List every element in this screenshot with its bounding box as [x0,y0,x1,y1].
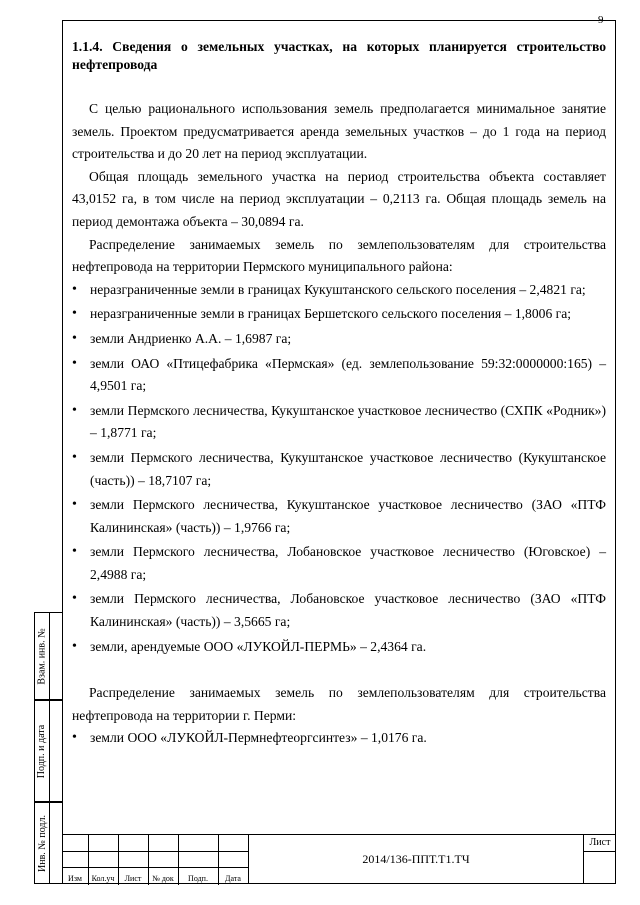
land-users-list-district [72,279,606,659]
title-block [62,834,616,884]
column-label-change: Изм [68,874,82,883]
list-item: • земли Пермского лесничества, Кукуштанское участковое лесничество (ЗАО «ПТФ Калининская» (часть)) – 1,9766 га; [72,494,606,539]
column-label-signature: Подп. [188,874,208,883]
list-item: • неразграниченные земли в границах Кукуштанского сельского поселения – 2,4821 га; [72,279,606,302]
list-item: • земли Пермского лесничества, Лобановское участковое лесничество (Юговское) – 2,4988 га; [72,541,606,586]
column-label-date: Дата [225,874,241,883]
side-stamp-replacement [34,612,62,700]
list-item: • земли Пермского лесничества, Кукуштанское участковое лесничество (СХПК «Родник») – 1,8771 га; [72,400,606,445]
list-item: • земли ОАО «Птицефабрика «Пермская» (ед. землепользование 59:32:0000000:165) – 4,9501 га; [72,353,606,398]
land-users-list-perm [72,727,606,750]
side-label-signature-date: Подп. и дата [36,724,48,778]
list-item: • земли ООО «ЛУКОЙЛ-Пермнефтеоргсинтез» – 1,0176 га. [72,727,606,750]
list-item: • земли Пермского лесничества, Кукуштанское участковое лесничество (Кукуштанское (часть)) – 18,7107 га; [72,447,606,492]
column-label-doc-number: № док [152,874,174,883]
paragraph-total-area: Общая площадь земельного участка на период строительства объекта составляет 43,0152 га, в том числе на период эксплуатации – 0,2113 га. Общая площадь земель на период демонтажа объекта – 30,0894 га. [72,168,606,229]
document-code: 2014/136-ППТ.Т1.ТЧ [248,835,584,884]
list-item: • земли Пермского лесничества, Лобановское участковое лесничество (ЗАО «ПТФ Калининская» (часть)) – 3,5665 га; [72,588,606,633]
side-stamp-original-inv [34,802,62,884]
sheet-cell [584,835,616,885]
list-item: • земли, арендуемые ООО «ЛУКОЙЛ-ПЕРМЬ» – 2,4364 га. [72,636,606,659]
paragraph-land-use: С целью рационального использования земель предполагается минимальное занятие земель. Проектом предусматривается аренда земельных участков – до 1 года на период строительства и до 20 лет на период эксплуатации. [72,101,606,162]
side-stamp-signature [34,700,62,802]
list-item: • неразграниченные земли в границах Бершетского сельского поселения – 1,8006 га; [72,303,606,326]
revision-grid [62,835,248,885]
spacer [72,660,606,682]
list-item: • земли Андриенко А.А. – 1,6987 га; [72,328,606,351]
side-label-original-inv: Инв. № подл. [36,814,48,872]
sheet-label: Лист [589,837,611,848]
paragraph-distribution-perm: Распределение занимаемых земель по землепользователям для строительства нефтепровода на территории г. Перми: [72,685,606,723]
document-body [72,38,606,752]
column-label-sheet: Лист [124,874,142,883]
section-heading: 1.1.4. Сведения о земельных участках, на которых планируется строительство нефтепровода [72,39,606,72]
column-label-quantity: Кол.уч [91,874,115,883]
side-label-replacement-inv: Взам. инв. № [36,627,48,685]
page-number: 9 [598,14,604,26]
paragraph-distribution-district: Распределение занимаемых земель по землепользователям для строительства нефтепровода на территории Пермского муниципального района: [72,236,606,275]
